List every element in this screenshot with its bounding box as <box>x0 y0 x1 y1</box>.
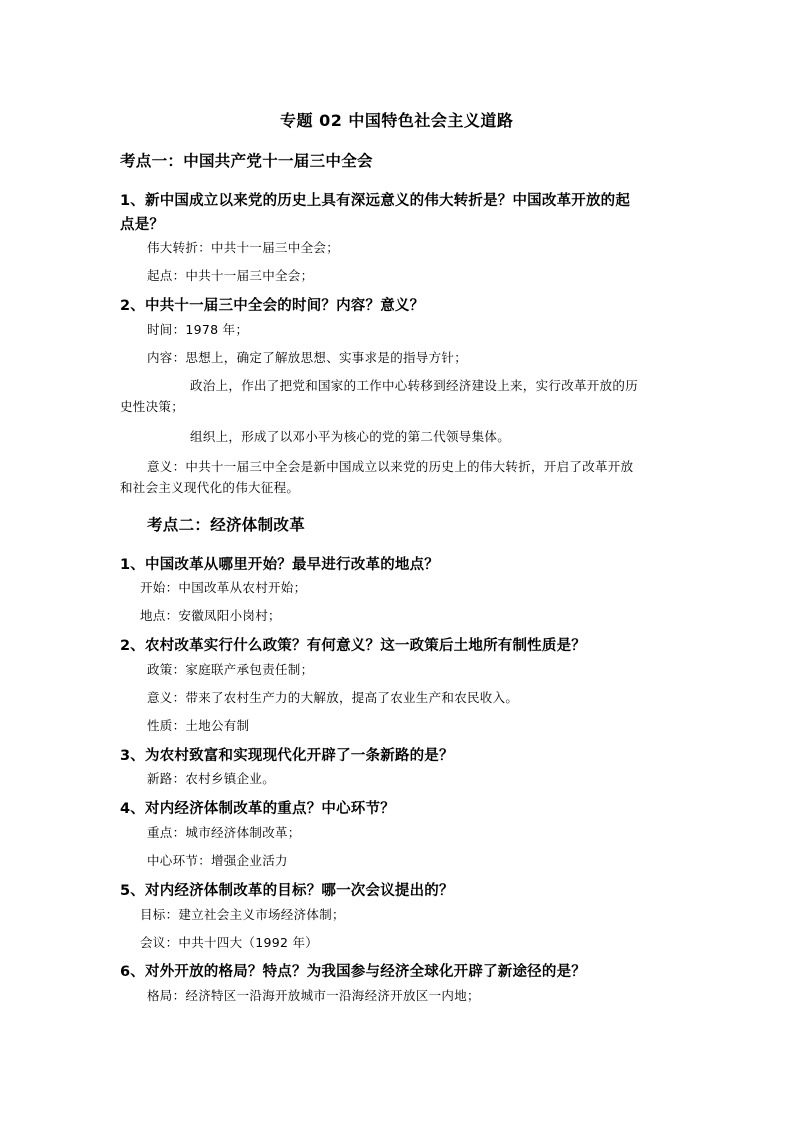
question-2: 2、中共十一届三中全会的时间？内容？意义？ <box>120 298 425 314</box>
question-1-line-1: 1、新中国成立以来党的历史上具有深远意义的伟大转折是？中国改革开放的起 <box>120 193 631 209</box>
question-2: 2、农村改革实行什么政策？有何意义？这一政策后土地所有制性质是？ <box>120 638 586 654</box>
answer-text: 时间：1978 年； <box>147 322 249 337</box>
answer-text: 意义：带来了农村生产力的大解放，提高了农业生产和农民收入。 <box>147 690 519 705</box>
section-heading-2: 考点二：经济体制改革 <box>147 516 306 534</box>
answer-text: 意义：中共十一届三中全会是新中国成立以来党的历史上的伟大转折，开启了改革开放 <box>147 459 634 474</box>
answer-text: 新路：农村乡镇企业。 <box>147 771 276 786</box>
question-6: 6、对外开放的格局？特点？为我国参与经济全球化开辟了新途径的是？ <box>120 964 586 980</box>
section-heading-1: 考点一：中国共产党十一届三中全会 <box>120 152 373 170</box>
answer-text: 伟大转折：中共十一届三中全会； <box>147 240 340 255</box>
answer-text: 史性决策； <box>120 399 185 414</box>
question-4: 4、对内经济体制改革的重点？中心环节？ <box>120 801 395 817</box>
question-1: 1、中国改革从哪里开始？最早进行改革的地点？ <box>120 557 439 573</box>
answer-text: 内容：思想上，确定了解放思想、实事求是的指导方针； <box>147 350 468 365</box>
answer-text: 会议：中共十四大（1992 年） <box>140 935 319 950</box>
answer-text: 性质：土地公有制 <box>147 718 250 733</box>
answer-text: 政策：家庭联产承包责任制； <box>147 662 314 677</box>
question-5: 5、对内经济体制改革的目标？哪一次会议提出的？ <box>120 883 454 899</box>
answer-text: 重点：城市经济体制改革； <box>147 825 301 840</box>
answer-text: 地点：安徽凤阳小岗村； <box>140 608 281 623</box>
answer-text: 中心环节：增强企业活力 <box>147 853 288 868</box>
answer-text: 政治上，作出了把党和国家的工作中心转移到经济建设上来，实行改革开放的历 <box>190 378 639 393</box>
answer-text: 起点：中共十一届三中全会； <box>147 268 314 283</box>
answer-text: 开始：中国改革从农村开始； <box>140 580 307 595</box>
answer-text: 目标：建立社会主义市场经济体制； <box>140 907 345 922</box>
answer-text: 和社会主义现代化的伟大征程。 <box>120 480 300 495</box>
question-3: 3、为农村致富和实现现代化开辟了一条新路的是？ <box>120 748 454 764</box>
answer-text: 格局：经济特区一沿海开放城市一沿海经济开放区一内地； <box>147 988 480 1003</box>
question-1-line-2: 点是？ <box>120 217 165 233</box>
document-title: 专题 02 中国特色社会主义道路 <box>280 111 514 130</box>
answer-text: 组织上，形成了以邓小平为核心的党的第二代领导集体。 <box>190 429 511 444</box>
